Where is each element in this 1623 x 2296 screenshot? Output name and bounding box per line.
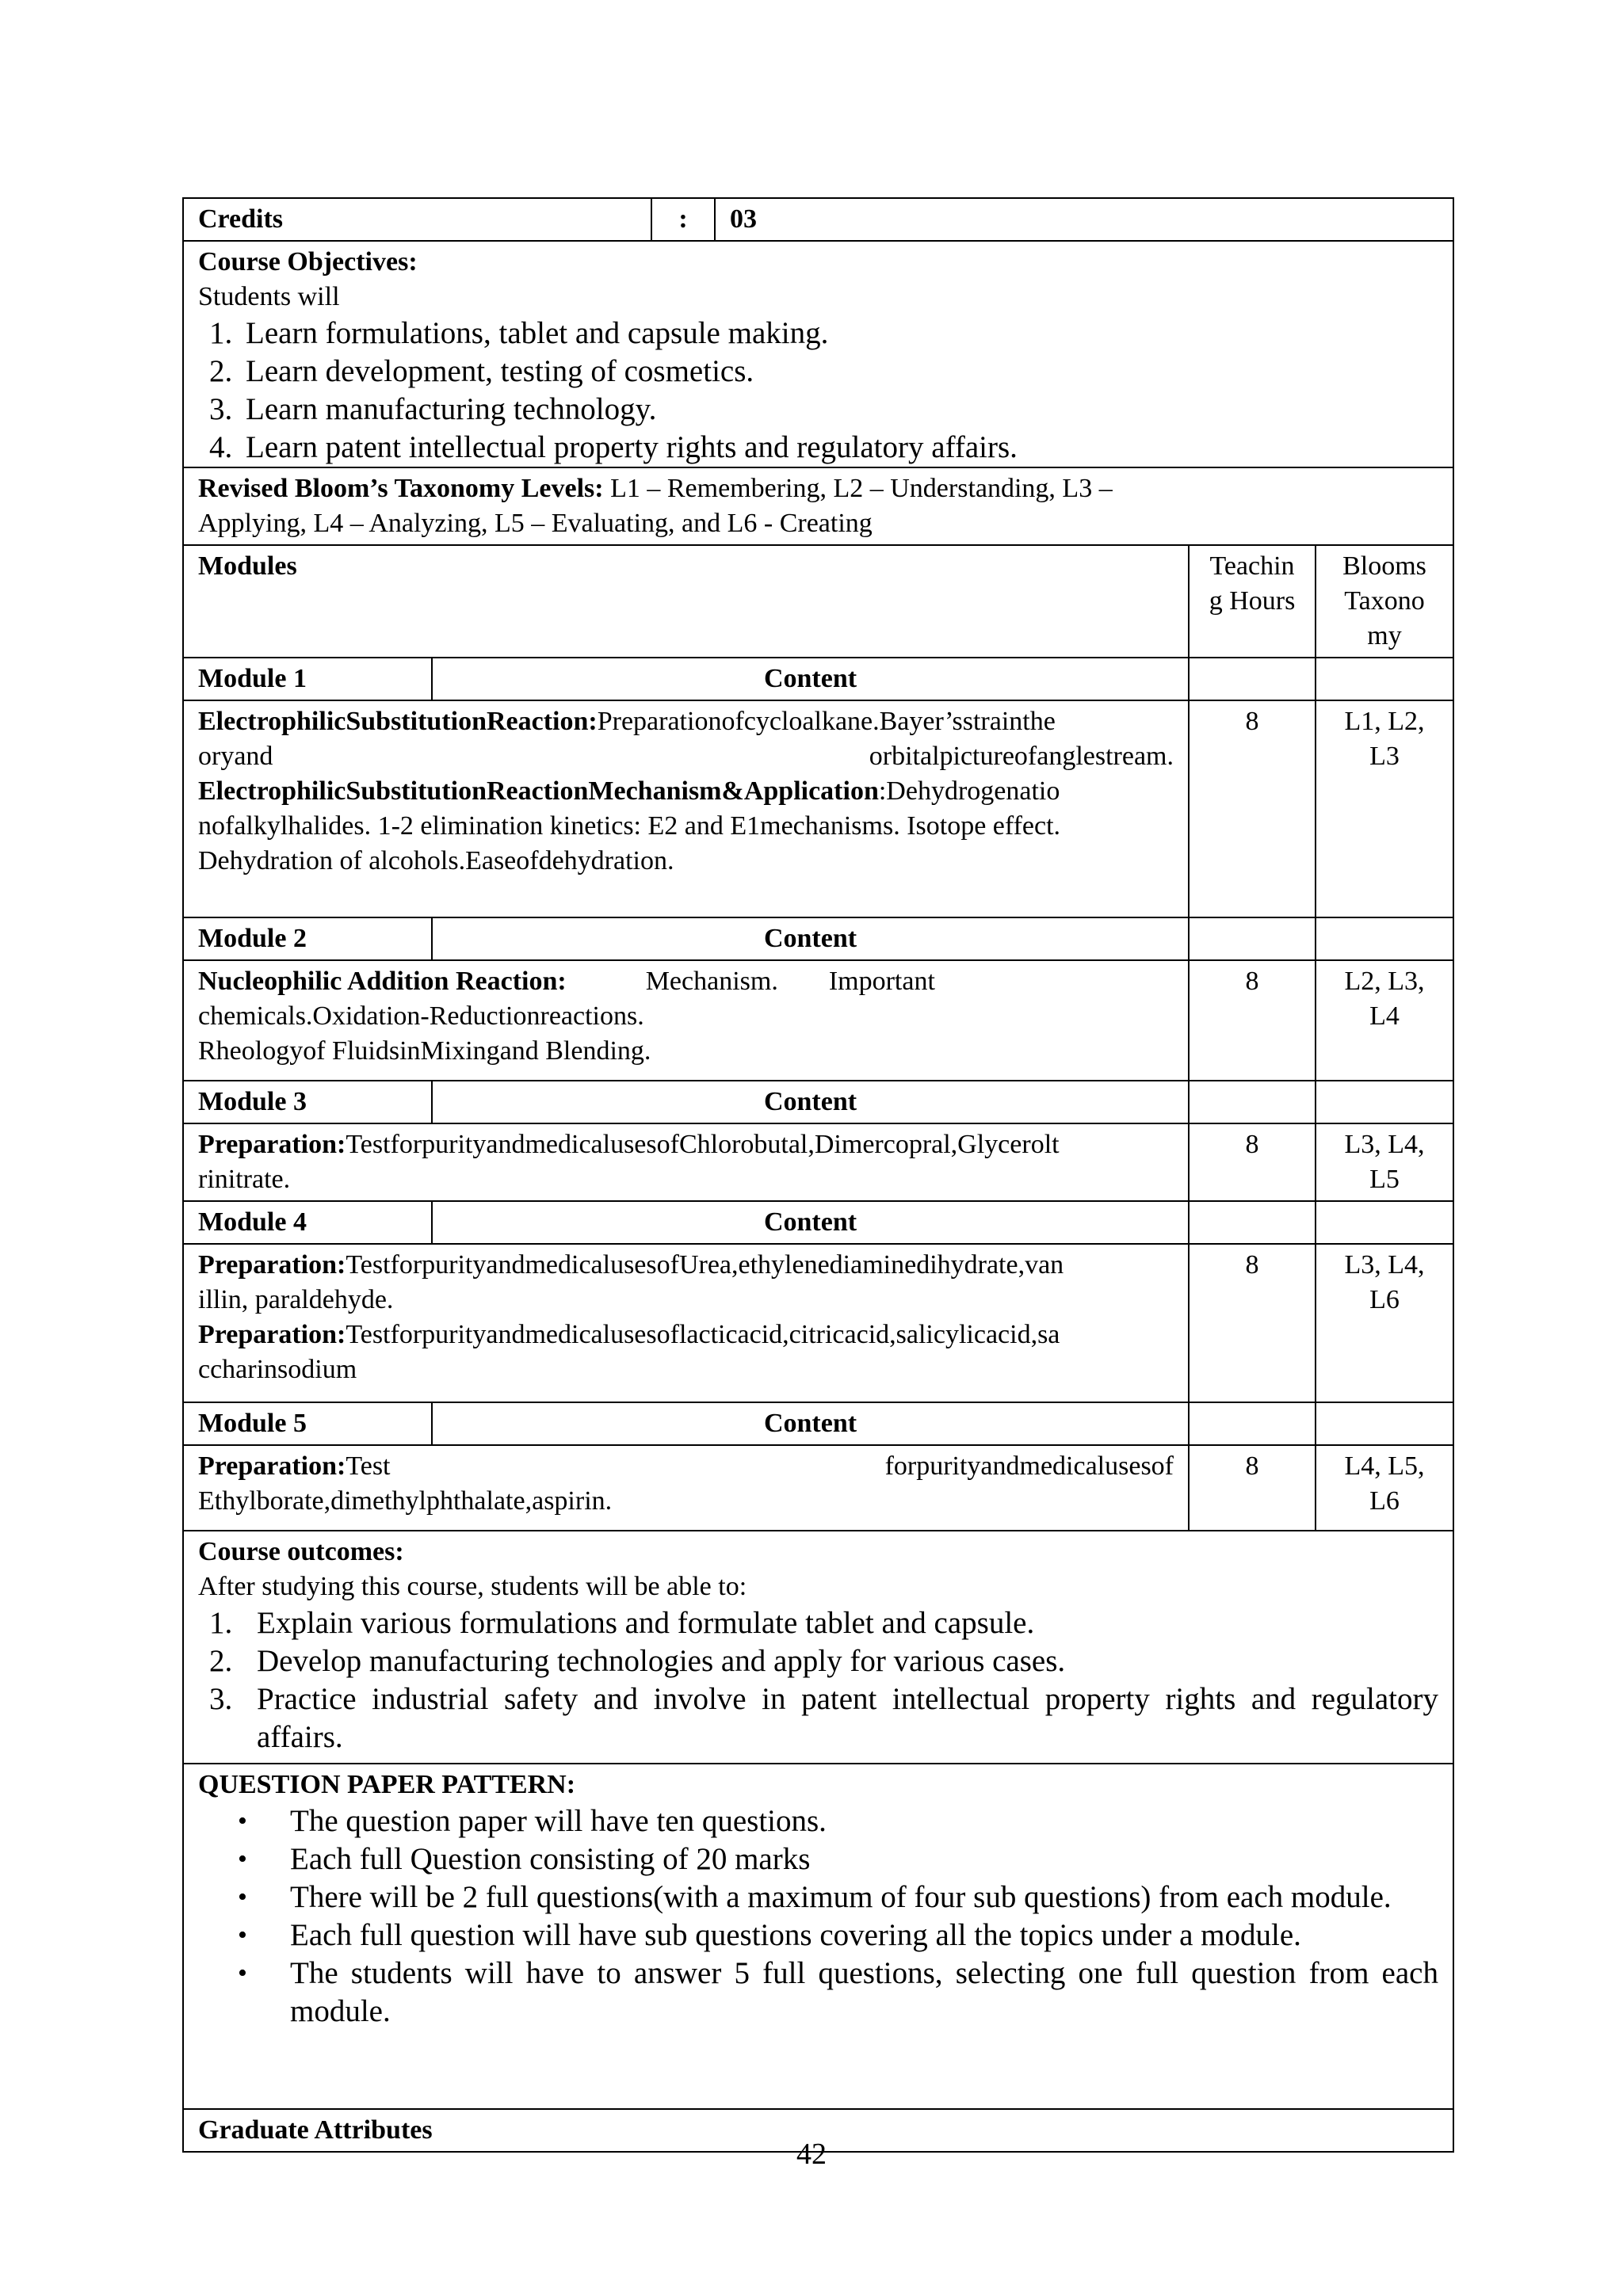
module-content-row: [183, 700, 1453, 917]
module-content-row: [183, 1244, 1453, 1402]
bullet-icon: •: [238, 1844, 247, 1874]
objective-item: 2. Learn development, testing of cosmetics.: [209, 354, 754, 388]
question-paper-list: [198, 1802, 1438, 2031]
module-content-label: Content: [432, 1402, 1189, 1445]
module-name: Module 5: [183, 1402, 432, 1445]
question-paper-item: • The students will have to answer 5 full questions, selecting one full question from each module.: [238, 1956, 1438, 2028]
blooms-label: Revised Bloom’s Taxonomy Levels:: [198, 474, 604, 503]
module-hours: 8: [1189, 1244, 1316, 1402]
module-hours: 8: [1189, 1445, 1316, 1531]
page-number: 42: [796, 2138, 827, 2171]
question-paper-cell: [183, 1764, 1453, 2109]
objectives-list: [198, 315, 1438, 467]
bullet-icon: •: [238, 1958, 247, 1988]
syllabus-page: [182, 197, 1453, 2153]
objectives-row: [183, 241, 1453, 467]
teaching-hours-header: Teachin g Hours: [1189, 545, 1316, 658]
outcomes-intro: After studying this course, students will be able to:: [198, 1572, 747, 1601]
objective-item: 3. Learn manufacturing technology.: [209, 392, 657, 426]
module-content: Nucleophilic Addition Reaction: Mechanism. Important chemicals.Oxidation-Reductionreactions. Rheologyof FluidsinMixingand Blending.: [183, 960, 1189, 1081]
outcomes-list: [198, 1604, 1438, 1756]
question-paper-item: • Each full Question consisting of 20 marks: [238, 1840, 1438, 1878]
module-levels: L3, L4, L6: [1316, 1244, 1453, 1402]
module-title-row: [183, 1402, 1453, 1445]
outcome-item: 2. Develop manufacturing technologies and apply for various cases.: [209, 1644, 1066, 1678]
module-levels: L2, L3, L4: [1316, 960, 1453, 1081]
module-levels: L1, L2, L3: [1316, 700, 1453, 917]
question-paper-item: • Each full question will have sub questions covering all the topics under a module.: [238, 1917, 1438, 1955]
credits-value: 03: [715, 198, 1453, 241]
module-levels: L4, L5, L6: [1316, 1445, 1453, 1531]
credits-row: [183, 198, 1453, 241]
objective-item: 1. Learn formulations, tablet and capsule making.: [209, 316, 829, 350]
module-content-row: [183, 1445, 1453, 1531]
module-title-row: [183, 1081, 1453, 1123]
blooms-line1: L1 – Remembering, L2 – Understanding, L3 –: [603, 474, 1113, 503]
module-content: Preparation:Test forpurityandmedicalusesof Ethylborate,dimethylphthalate,aspirin.: [183, 1445, 1189, 1531]
module-title-row: [183, 917, 1453, 960]
module-content-row: [183, 1123, 1453, 1201]
objectives-cell: [183, 241, 1453, 467]
bullet-icon: •: [238, 1920, 247, 1950]
module-content-label: Content: [432, 1201, 1189, 1244]
credits-separator: :: [651, 198, 715, 241]
module-levels: L3, L4, L5: [1316, 1123, 1453, 1201]
blooms-line2: Applying, L4 – Analyzing, L5 – Evaluating, and L6 - Creating: [198, 509, 873, 538]
outcomes-row: [183, 1531, 1453, 1764]
module-title-row: [183, 658, 1453, 700]
module-name: Module 2: [183, 917, 432, 960]
module-content-label: Content: [432, 917, 1189, 960]
module-name: Module 1: [183, 658, 432, 700]
module-hours: 8: [1189, 960, 1316, 1081]
objective-item: 4. Learn patent intellectual property rights and regulatory affairs.: [209, 430, 1018, 464]
module-hours: 8: [1189, 700, 1316, 917]
question-paper-row: [183, 1764, 1453, 2109]
question-paper-heading: QUESTION PAPER PATTERN:: [198, 1770, 576, 1799]
bullet-icon: •: [238, 1882, 247, 1912]
module-hours: 8: [1189, 1123, 1316, 1201]
question-paper-item: • The question paper will have ten questions.: [238, 1802, 1438, 1840]
module-content: ElectrophilicSubstitutionReaction:Preparationofcycloalkane.Bayer’sstrainthe oryand orbitalpictureofanglestream. ElectrophilicSubstitutionReactionMechanism&Application:Dehydrogenatio nofalkylhalides. 1-2 elimination kinetics: E2 and E1mechanisms. Isotope effect. Dehydration of alcohols.Easeofdehydration.: [183, 700, 1189, 917]
module-content-label: Content: [432, 658, 1189, 700]
outcome-item: 1. Explain various formulations and formulate tablet and capsule.: [209, 1606, 1035, 1640]
outcomes-heading: Course outcomes:: [198, 1537, 404, 1566]
outcome-item: 3. Practice industrial safety and involve in patent intellectual property rights and regulatory affairs.: [209, 1682, 1438, 1754]
objectives-intro: Students will: [198, 282, 340, 311]
module-content: Preparation:TestforpurityandmedicalusesofUrea,ethylenediaminedihydrate,van illin, paraldehyde. Preparation:Testforpurityandmedicalusesoflacticacid,citricacid,salicylicacid,sa ccharinsodium: [183, 1244, 1189, 1402]
credits-label: Credits: [183, 198, 651, 241]
blooms-cell: [183, 467, 1453, 545]
module-content: Preparation:TestforpurityandmedicalusesofChlorobutal,Dimercopral,Glycerolt rinitrate.: [183, 1123, 1189, 1201]
module-content-row: [183, 960, 1453, 1081]
blooms-row: [183, 467, 1453, 545]
module-title-row: [183, 1201, 1453, 1244]
modules-header: Modules: [183, 545, 1189, 658]
modules-header-row: [183, 545, 1453, 658]
objectives-heading: Course Objectives:: [198, 247, 418, 277]
module-name: Module 4: [183, 1201, 432, 1244]
module-content-label: Content: [432, 1081, 1189, 1123]
question-paper-item: • There will be 2 full questions(with a maximum of four sub questions) from each module.: [238, 1878, 1438, 1917]
graduate-attributes-heading: Graduate Attributes: [183, 2109, 1453, 2152]
outcomes-cell: [183, 1531, 1453, 1764]
module-name: Module 3: [183, 1081, 432, 1123]
syllabus-table: [182, 197, 1454, 2153]
bullet-icon: •: [238, 1806, 247, 1836]
blooms-taxonomy-header: Blooms Taxono my: [1316, 545, 1453, 658]
